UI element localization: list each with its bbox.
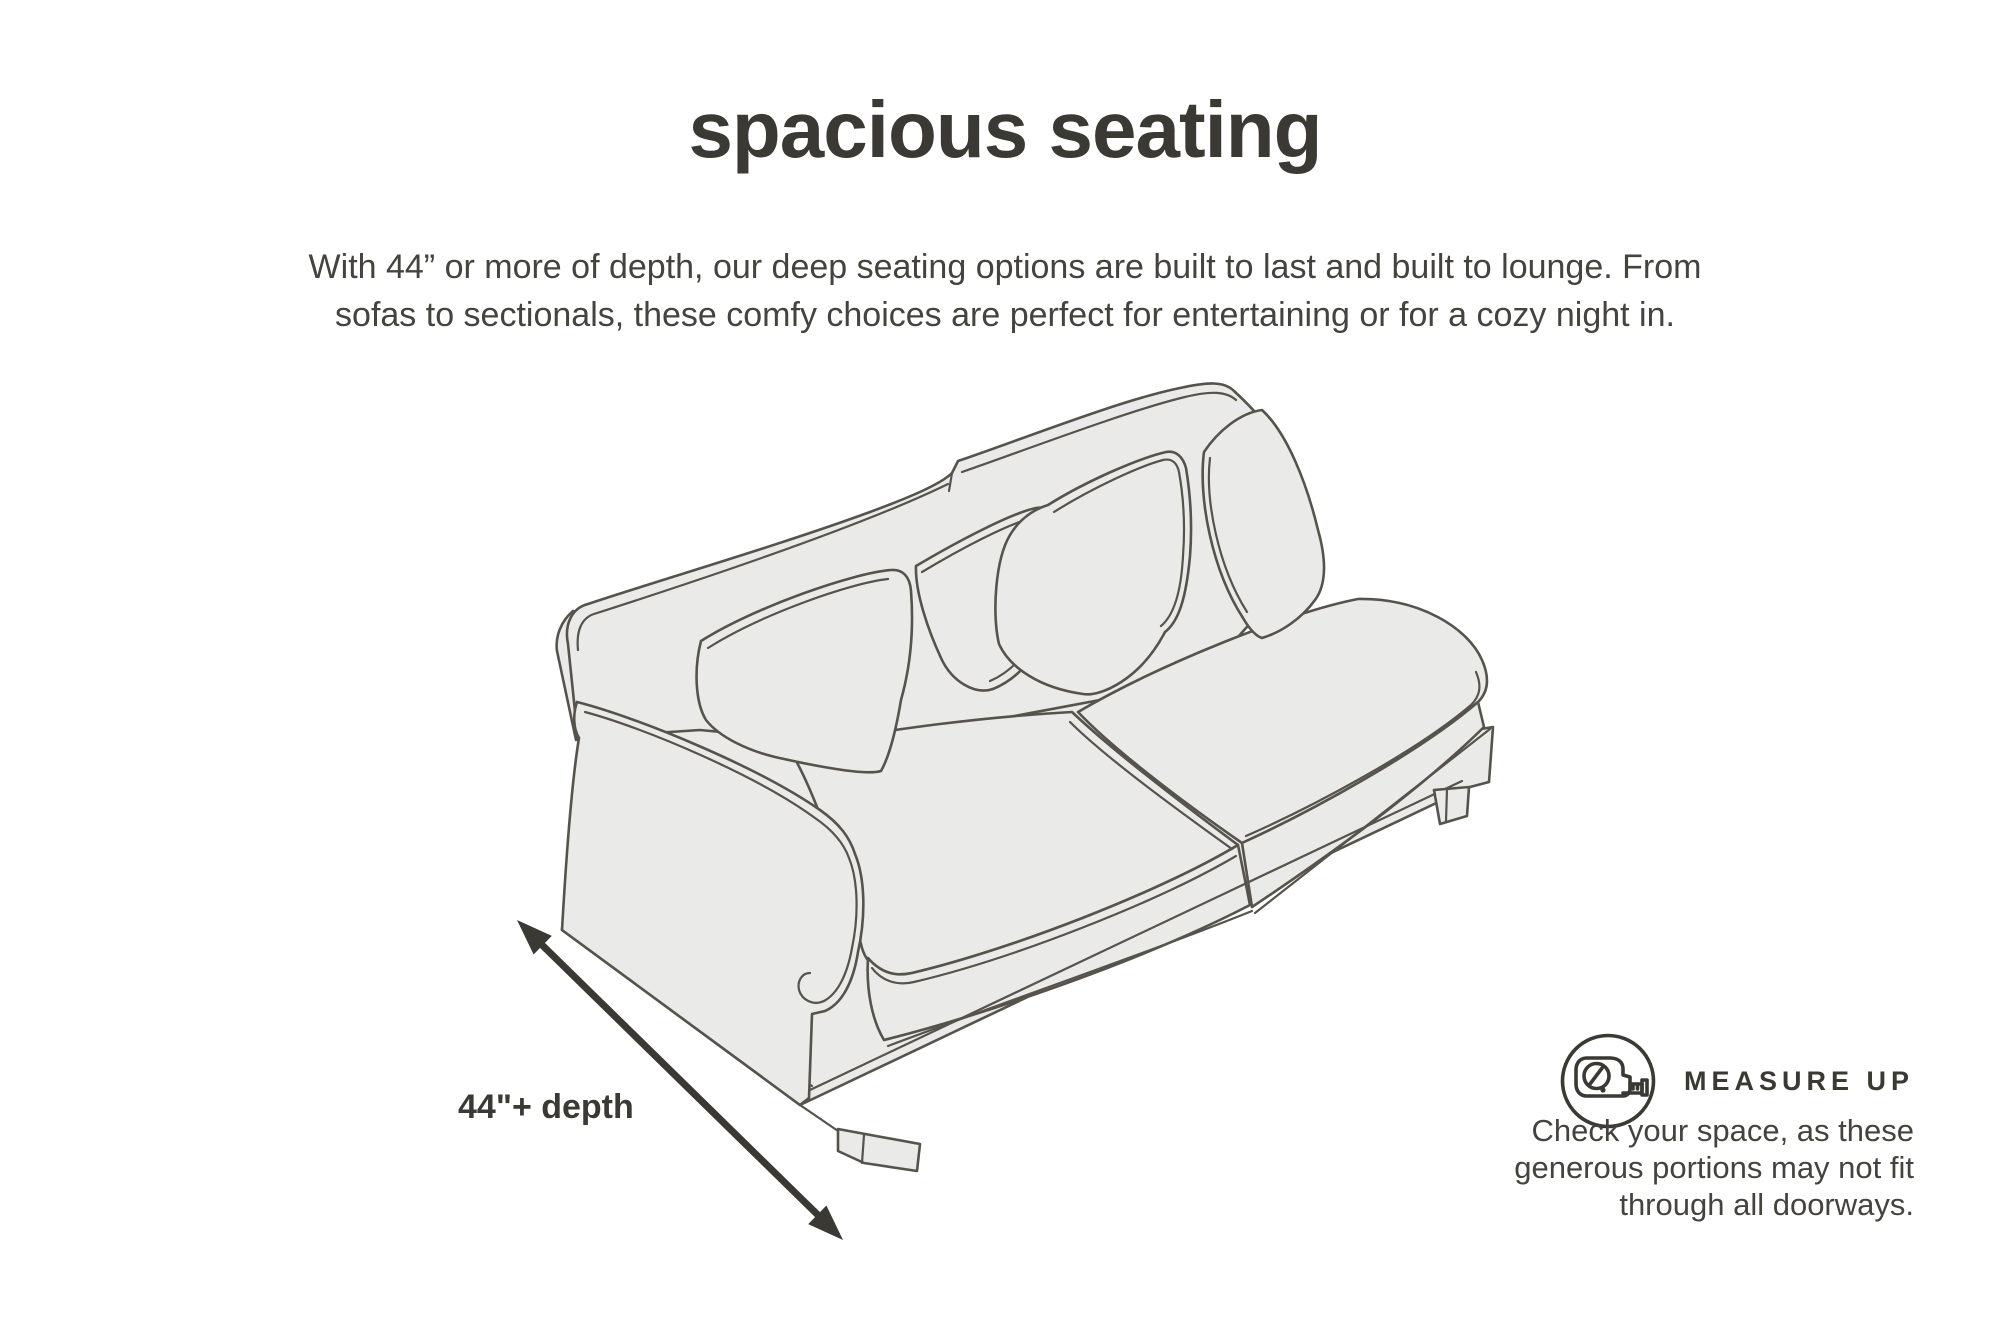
measure-up-line-3: through all doorways. <box>1619 1187 1914 1222</box>
sofa-foot-front <box>838 1129 920 1171</box>
measure-up-title: MEASURE UP <box>1683 1065 1914 1096</box>
depth-label: 44"+ depth <box>458 1088 634 1126</box>
intro-line-1: With 44” or more of depth, our deep seating options are built to last and built to lounge. From <box>308 248 1702 286</box>
measure-up-text <box>1434 1112 1914 1223</box>
measure-up-line-1: Check your space, as these <box>1531 1113 1914 1148</box>
measure-up-line-2: generous portions may not fit <box>1514 1150 1914 1185</box>
page-title: spacious seating <box>688 85 1322 174</box>
sofa-foot-right <box>1434 787 1469 824</box>
intro-line-2: sofas to sectionals, these comfy choices are perfect for entertaining or for a cozy night in. <box>335 296 1675 334</box>
